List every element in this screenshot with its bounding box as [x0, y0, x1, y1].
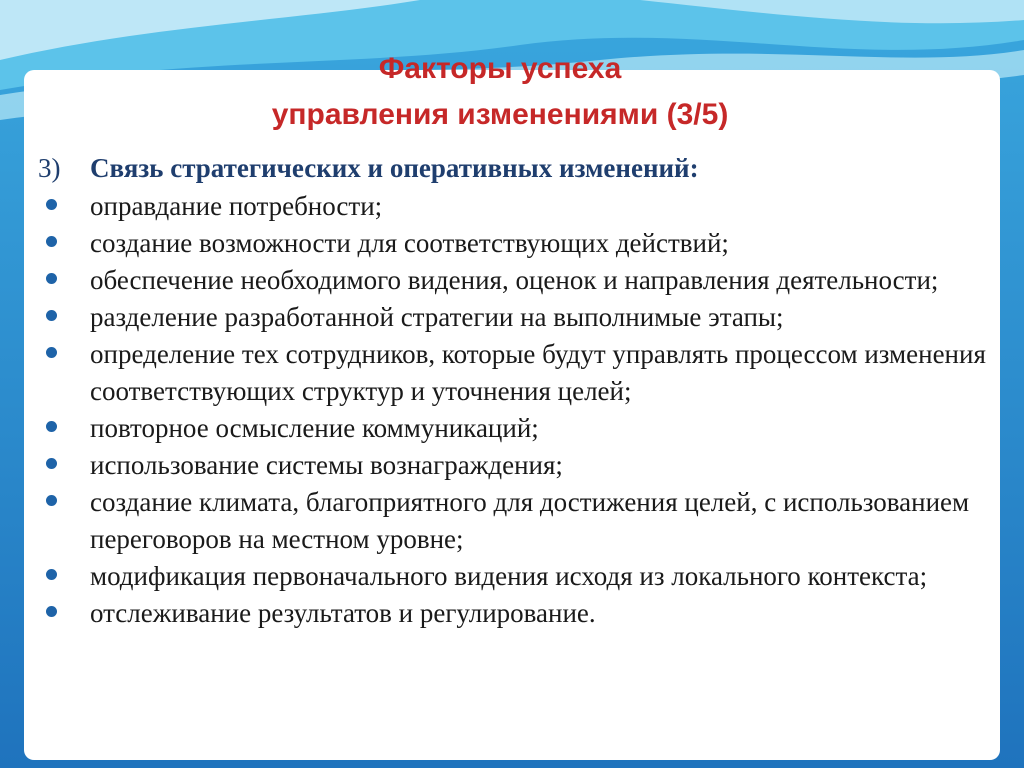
- list-item: [38, 410, 998, 447]
- list-item-text: обеспечение необходимого видения, оценок и направления деятельности;: [90, 265, 939, 295]
- list-item-text: повторное осмысление коммуникаций;: [90, 413, 539, 443]
- list-item: [38, 595, 998, 632]
- list-item-text: создание возможности для соответствующих действий;: [90, 228, 729, 258]
- bullet-icon: [38, 299, 90, 336]
- slide-content: [38, 150, 998, 632]
- list-item: [38, 188, 998, 225]
- list-item: [38, 336, 998, 410]
- list-item: [38, 484, 998, 558]
- bullet-list: [38, 188, 998, 632]
- bullet-icon: [38, 188, 90, 225]
- list-item-text: определение тех сотрудников, которые будут управлять процессом изменения соответствующих структур и уточнения целей;: [90, 339, 986, 406]
- list-item-text: оправдание потребности;: [90, 191, 383, 221]
- bullet-icon: [38, 225, 90, 262]
- list-item: [38, 262, 998, 299]
- bullet-icon: [38, 558, 90, 595]
- bullet-icon: [38, 447, 90, 484]
- list-item-text: отслеживание результатов и регулирование.: [90, 598, 596, 628]
- bullet-icon: [38, 410, 90, 447]
- bullet-icon: [38, 336, 90, 410]
- list-item-text: модификация первоначального видения исходя из локального контекста;: [90, 561, 928, 591]
- list-item: [38, 558, 998, 595]
- slide-title: [0, 46, 1000, 138]
- bullet-icon: [38, 595, 90, 632]
- bullet-icon: [38, 262, 90, 299]
- list-item-text: разделение разработанной стратегии на выполнимые этапы;: [90, 302, 784, 332]
- section-number: 3): [38, 153, 61, 183]
- slide-title-line-2: управления изменениями (3/5): [271, 98, 729, 131]
- list-item: [38, 447, 998, 484]
- list-item: [38, 299, 998, 336]
- list-item: [38, 225, 998, 262]
- list-item-text: использование системы вознаграждения;: [90, 450, 563, 480]
- bullet-icon: [38, 484, 90, 558]
- list-item-text: создание климата, благоприятного для достижения целей, с использованием переговоров на местном уровне;: [90, 487, 970, 554]
- slide-title-line-1: Факторы успеха: [378, 52, 622, 85]
- section-heading-text: Связь стратегических и оперативных изменений:: [90, 153, 699, 183]
- section-heading: [38, 150, 998, 187]
